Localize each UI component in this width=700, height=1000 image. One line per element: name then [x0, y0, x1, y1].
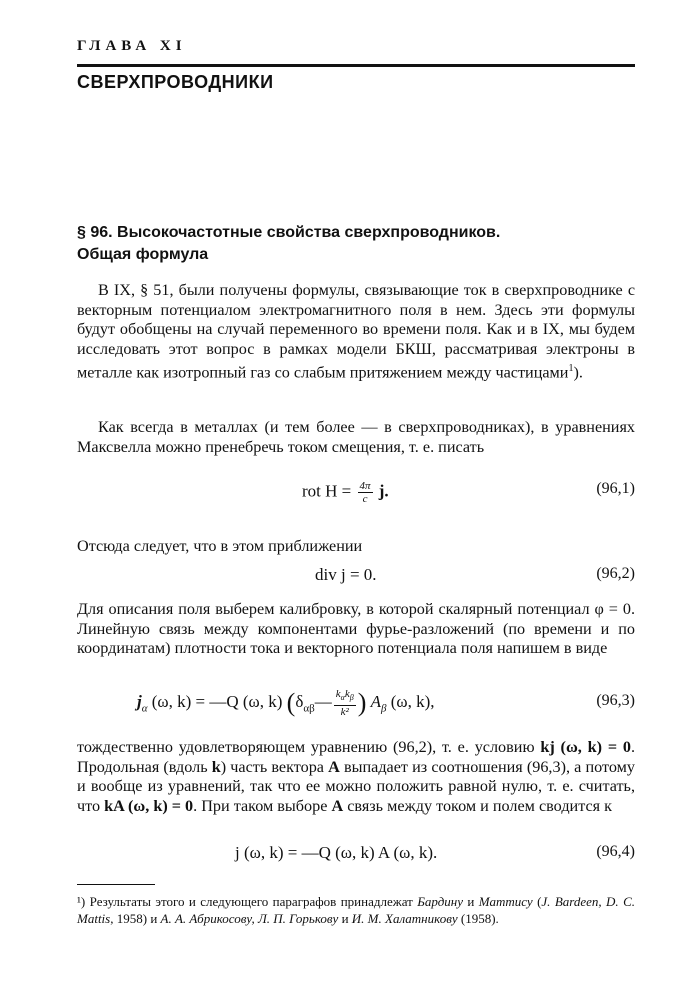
p5-text-a: тождественно удовлетворяющем уравнению (96,2), т. е. условию: [77, 738, 541, 756]
equation-96-2: [77, 565, 635, 593]
eq3-lhs: j: [137, 691, 142, 711]
footnote-author-5: И. М. Халатникову: [351, 911, 458, 926]
footnote-author-4: А. А. Абрикосову, Л. П. Горькову: [160, 911, 339, 926]
chapter-title: СВЕРХПРОВОДНИКИ: [77, 72, 274, 92]
footnote-author-2: Маттису: [478, 894, 533, 909]
footnote-author-1: Бардину: [417, 894, 464, 909]
eq3-open-paren: (: [286, 688, 296, 717]
p5-text-g: выпадает из соотношения (96,3), а потому и вообще из уравнений, так что ее можно положить равной нулю, т. е. считать, что: [77, 757, 635, 815]
equation-96-3: [77, 688, 635, 724]
footnote-rule: [77, 884, 155, 885]
eq3-close-paren: ): [357, 688, 367, 717]
eq3-A: A: [370, 691, 381, 711]
eq1-label: (96,1): [596, 480, 635, 497]
eq3-minus: —: [314, 691, 332, 711]
paragraph-3: Отсюда следует, что в этом приближении: [77, 537, 363, 555]
footnote-text-4: , 1958) и: [110, 911, 161, 926]
eq3-frac-den: k²: [340, 705, 349, 718]
eq3-tail: (ω, k),: [390, 691, 435, 711]
eq1-frac-num: 4π: [359, 480, 371, 492]
eq2-expr: div j = 0.: [315, 565, 377, 584]
chapter-header: ГЛАВА XI: [77, 38, 187, 54]
footnote-text-5: и: [338, 911, 352, 926]
eq3-A-sub: β: [381, 702, 387, 715]
p5-text-c: . Продольная (вдоль: [77, 738, 636, 776]
footnote-text-6: (1958).: [457, 911, 499, 926]
section-title: [77, 222, 635, 266]
equation-96-4: [77, 843, 635, 871]
header-rule: [77, 64, 635, 67]
book-page: [77, 0, 635, 1000]
eq3-lhs-sub: α: [141, 702, 148, 715]
footnote-text-2: и: [463, 894, 479, 909]
eq3-frac-num-k2: k: [344, 688, 350, 701]
p5-A2: A: [331, 796, 344, 815]
eq3-fraction: [334, 688, 356, 717]
eq4-label: (96,4): [596, 843, 635, 860]
eq3-frac-num-k1: k: [335, 688, 341, 701]
eq3-frac-num-sub2: β: [349, 693, 354, 703]
p5-formula-kj: kj (ω, k) = 0: [540, 738, 631, 756]
paragraph-1-text: В IX, § 51, были получены формулы, связывающие ток в сверхпроводнике с векторным потенциалом электромагнитного поля в нем. Здесь эти формулы будут обобщены на случай переменного во времени поля. Как и в IX, мы будем исследовать этот вопрос в рамках модели БКШ, рассматривая электроны в металле как изотропный газ со слабым притяжением между частицами: [77, 281, 635, 382]
p5-text-i: . При таком выборе: [193, 796, 332, 815]
footnote-text-3: (: [532, 894, 542, 909]
footnote-mark: ¹): [77, 894, 86, 909]
section-title-line1: § 96. Высокочастотные свойства сверхпроводников.: [77, 224, 501, 241]
footnote: [77, 893, 635, 927]
eq3-frac-num-sub1: α: [340, 693, 345, 703]
equation-96-1: [77, 480, 635, 508]
eq1-frac-den: c: [362, 493, 368, 505]
paragraph-4: Для описания поля выберем калибровку, в которой скалярный потенциал φ = 0. Линейную связь между компонентами фурье-разложений (по времени и по координатам) плотности тока и векторного потенциала поля напишем в виде: [77, 600, 635, 657]
paragraph-1: [77, 281, 635, 383]
p5-k: k: [211, 757, 221, 776]
p5-text-e: ) часть вектора: [220, 757, 329, 776]
eq4-expr: j (ω, k) = —Q (ω, k) A (ω, k).: [235, 843, 438, 862]
eq3-args: (ω, k) = —Q (ω, k): [151, 691, 283, 711]
p5-formula-kA: kA (ω, k) = 0: [104, 796, 194, 815]
paragraph-2: Как всегда в металлах (и тем более — в сверхпроводниках), в уравнениях Максвелла можно пренебречь током смещения, т. е. писать: [77, 418, 635, 456]
p5-A: A: [328, 757, 340, 776]
paragraph-1-end: ).: [573, 363, 583, 382]
eq1-rhs: j.: [378, 481, 389, 501]
eq3-delta-sub: αβ: [303, 702, 315, 715]
eq3-label: (96,3): [596, 692, 635, 709]
footnote-author-3: J. Bardeen, D. C. Mattis: [77, 894, 635, 926]
paragraph-5: [77, 738, 635, 816]
eq1-lhs: rot H =: [302, 481, 352, 501]
footnote-ref: 1: [568, 363, 574, 374]
eq3-delta: δ: [295, 691, 304, 711]
eq1-fraction: [358, 480, 373, 505]
footnote-text-1: Результаты этого и следующего параграфов принадлежат: [85, 894, 418, 909]
eq2-label: (96,2): [596, 565, 635, 582]
section-title-line2: Общая формула: [77, 246, 209, 263]
p5-text-k: связь между током и полем сводится к: [343, 796, 613, 815]
